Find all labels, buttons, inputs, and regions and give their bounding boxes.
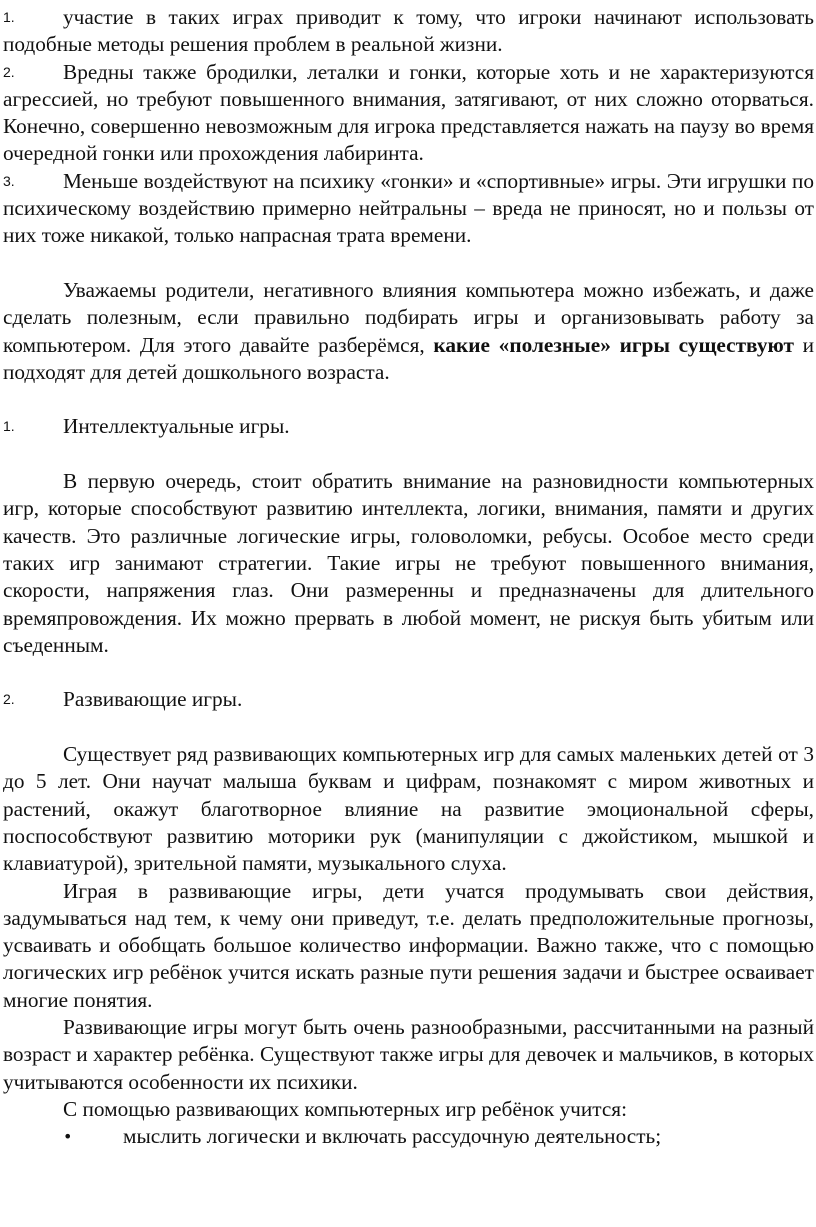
parents-text-after: и подходят для детей дошкольного возраста.	[3, 332, 814, 384]
list-marker: 1.	[3, 9, 15, 25]
bullet-item	[3, 1123, 814, 1150]
parents-text-bold: какие «полезные» игры существуют	[433, 332, 794, 357]
section-2-paragraph-3: Развивающие игры могут быть очень разнообразными, рассчитанными на разный возраст и характер ребёнка. Существуют также игры для девочек и мальчиков, в которых учитываются особенности их психики.	[3, 1014, 814, 1094]
spacer	[3, 714, 814, 741]
section-title: Интеллектуальные игры.	[63, 414, 290, 439]
spacer	[3, 441, 814, 468]
list-item-3	[3, 168, 814, 250]
bullet-marker: •	[63, 1127, 73, 1147]
section-marker: 1.	[3, 418, 15, 435]
section-2-heading	[3, 686, 814, 713]
section-marker: 2.	[3, 691, 15, 708]
list-item-text: участие в таких играх приводит к тому, что игроки начинают использовать подобные методы решения проблем в реальной жизни.	[3, 5, 814, 57]
section-2-paragraph-1: Существует ряд развивающих компьютерных игр для самых маленьких детей от 3 до 5 лет. Они научат малыша буквам и цифрам, познакомят с миром животных и растений, окажут благотворное влияние на развитие эмоциональной сферы, поспособствуют развитию моторики рук (манипуляции с джойстиком, мышкой и клавиатурой), зрительной памяти, музыкального слуха.	[3, 742, 814, 876]
section-1-paragraph: В первую очередь, стоит обратить внимание на разновидности компьютерных игр, которые способствуют развитию интеллекта, логики, внимания, памяти и других качеств. Это различные логические игры, головоломки, ребусы. Особое место среди таких игр занимают стратегии. Такие игры не требуют повышенного внимания, скорости, напряжения глаз. Они размеренны и предназначены для длительного времяпровождения. Их можно прервать в любой момент, не рискуя быть убитым или съеденным.	[3, 469, 814, 657]
bullet-text: мыслить логически и включать рассудочную деятельность;	[123, 1124, 662, 1149]
spacer	[3, 659, 814, 686]
parents-paragraph	[3, 277, 814, 386]
list-marker: 2.	[3, 63, 15, 80]
list-item-text: Вредны также бродилки, леталки и гонки, которые хоть и не характеризуются агрессией, но требуют повышенного внимания, затягивают, от них сложно оторваться. Конечно, совершенно невозможным для игрока представляется нажать на паузу во время очередной гонки или прохождения лабиринта.	[3, 59, 814, 166]
list-item-1	[3, 4, 814, 59]
spacer	[3, 386, 814, 413]
section-1-heading	[3, 413, 814, 440]
parents-text-before: Уважаемы родители, негативного влияния компьютера можно избежать, и даже сделать полезным, если правильно подбирать игры и организовывать работу за компьютером. Для этого давайте разберёмся,	[3, 277, 814, 357]
section-2-paragraph-4: С помощью развивающих компьютерных игр ребёнок учится:	[63, 1096, 628, 1121]
section-2-paragraph-2: Играя в развивающие игры, дети учатся продумывать свои действия, задумываться над тем, к чему они приведут, т.е. делать предположительные прогнозы, усваивать и обобщать большое количество информации. Важно также, что с помощью логических игр ребёнок учится искать разные пути решения задачи и быстрее осваивает многие понятия.	[3, 878, 814, 1012]
spacer	[3, 250, 814, 277]
list-marker: 3.	[3, 172, 15, 189]
section-title: Развивающие игры.	[63, 687, 243, 712]
list-item-2	[3, 59, 814, 168]
list-item-text: Меньше воздействуют на психику «гонки» и «спортивные» игры. Эти игрушки по психическому воздействию примерно нейтральны – вреда не приносят, но и пользы от них тоже никакой, только напрасная трата времени.	[3, 168, 814, 248]
